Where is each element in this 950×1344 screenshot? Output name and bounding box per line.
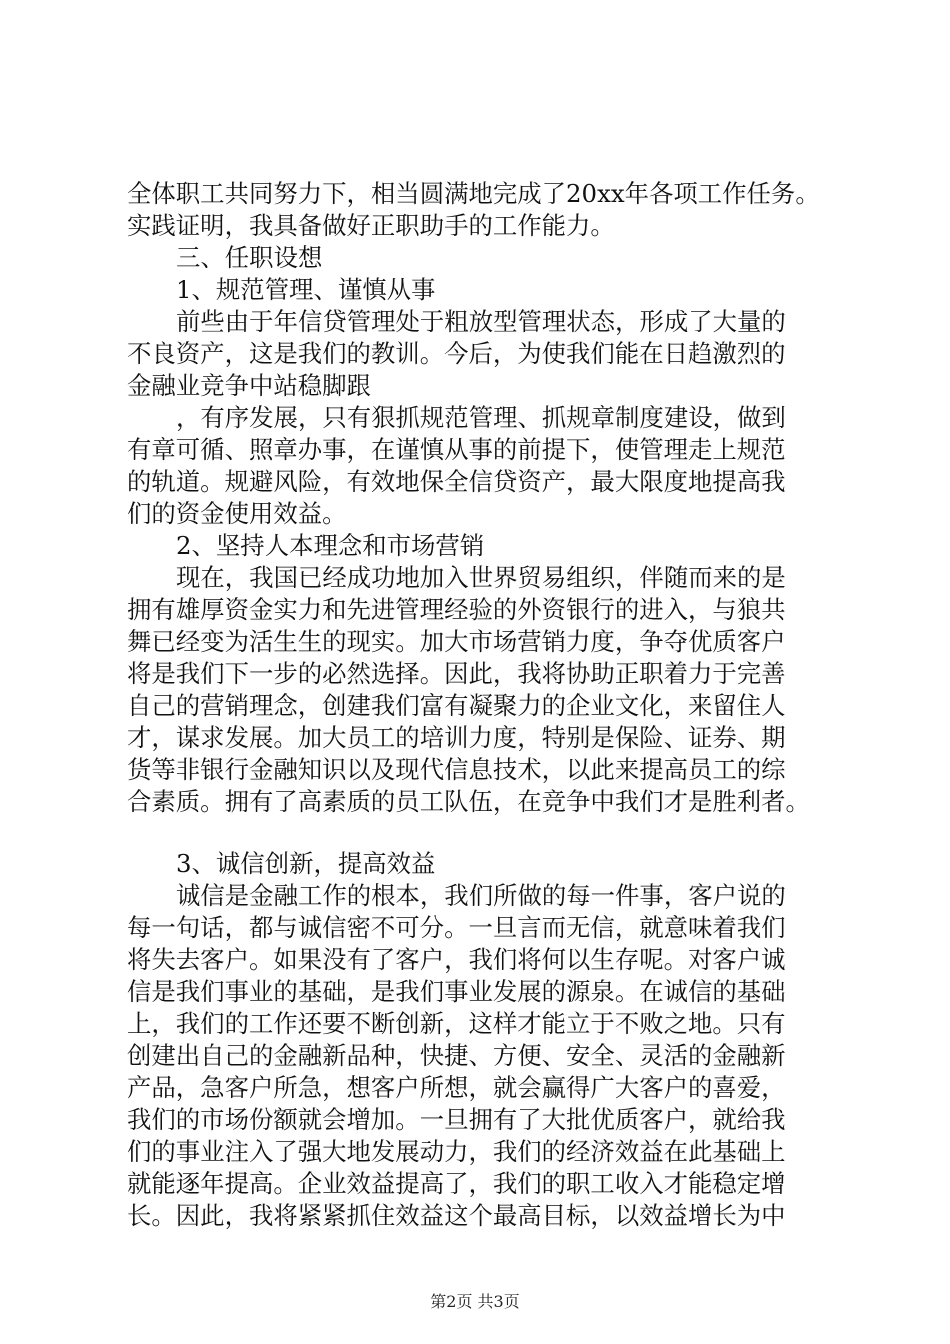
subsection-heading: 2、坚持人本理念和市场营销	[176, 531, 485, 560]
body-line: 拥有雄厚资金实力和先进管理经验的外资银行的进入，与狼共	[127, 595, 786, 624]
section-heading: 三、任职设想	[176, 243, 323, 272]
body-line: 有章可循、照章办事，在谨慎从事的前提下，使管理走上规范	[127, 435, 786, 464]
body-line: 将是我们下一步的必然选择。因此，我将协助正职着力于完善	[127, 659, 786, 688]
body-line: 产品，急客户所急，想客户所想，就会赢得广大客户的喜爱，	[127, 1073, 786, 1102]
body-line: 创建出自己的金融新品种，快捷、方便、安全、灵活的金融新	[127, 1041, 786, 1070]
body-line: 每一句话，都与诚信密不可分。一旦言而无信，就意味着我们	[127, 913, 786, 942]
body-line: 现在，我国已经成功地加入世界贸易组织，伴随而来的是	[176, 563, 786, 592]
body-line: ，有序发展，只有狠抓规范管理、抓规章制度建设，做到	[176, 403, 786, 432]
body-line: 就能逐年提高。企业效益提高了，我们的职工收入才能稳定增	[127, 1169, 786, 1198]
subsection-heading: 3、诚信创新，提高效益	[176, 849, 436, 878]
body-line: 实践证明，我具备做好正职助手的工作能力。	[127, 211, 615, 240]
body-line: 金融业竞争中站稳脚跟	[127, 371, 371, 400]
body-line: 前些由于年信贷管理处于粗放型管理状态，形成了大量的	[176, 307, 786, 336]
body-line: 不良资产，这是我们的教训。今后，为使我们能在日趋激烈的	[127, 339, 786, 368]
body-line: 合素质。拥有了高素质的员工队伍，在竞争中我们才是胜利者。	[127, 787, 810, 816]
body-line: 舞已经变为活生生的现实。加大市场营销力度，争夺优质客户	[127, 627, 786, 656]
page-footer: 第2页 共3页	[430, 1292, 520, 1311]
body-line: 上，我们的工作还要不断创新，这样才能立于不败之地。只有	[127, 1009, 786, 1038]
body-line: 我们的市场份额就会增加。一旦拥有了大批优质客户，就给我	[127, 1105, 786, 1134]
subsection-heading: 1、规范管理、谨慎从事	[176, 275, 436, 304]
body-line: 诚信是金融工作的根本，我们所做的每一件事，客户说的	[176, 881, 786, 910]
body-line: 的轨道。规避风险，有效地保全信贷资产，最大限度地提高我	[127, 467, 786, 496]
body-line: 货等非银行金融知识以及现代信息技术，以此来提高员工的综	[127, 755, 786, 784]
body-line: 们的资金使用效益。	[127, 499, 347, 528]
body-line: 们的事业注入了强大地发展动力，我们的经济效益在此基础上	[127, 1137, 786, 1166]
body-line: 信是我们事业的基础，是我们事业发展的源泉。在诚信的基础	[127, 977, 786, 1006]
body-line: 全体职工共同努力下，相当圆满地完成了20xx年各项工作任务。	[127, 179, 820, 208]
body-line: 长。因此，我将紧紧抓住效益这个最高目标，以效益增长为中	[127, 1201, 786, 1230]
body-line: 自己的营销理念，创建我们富有凝聚力的企业文化，来留住人	[127, 691, 786, 720]
body-line: 将失去客户。如果没有了客户，我们将何以生存呢。对客户诚	[127, 945, 786, 974]
body-line: 才，谋求发展。加大员工的培训力度，特别是保险、证券、期	[127, 723, 786, 752]
